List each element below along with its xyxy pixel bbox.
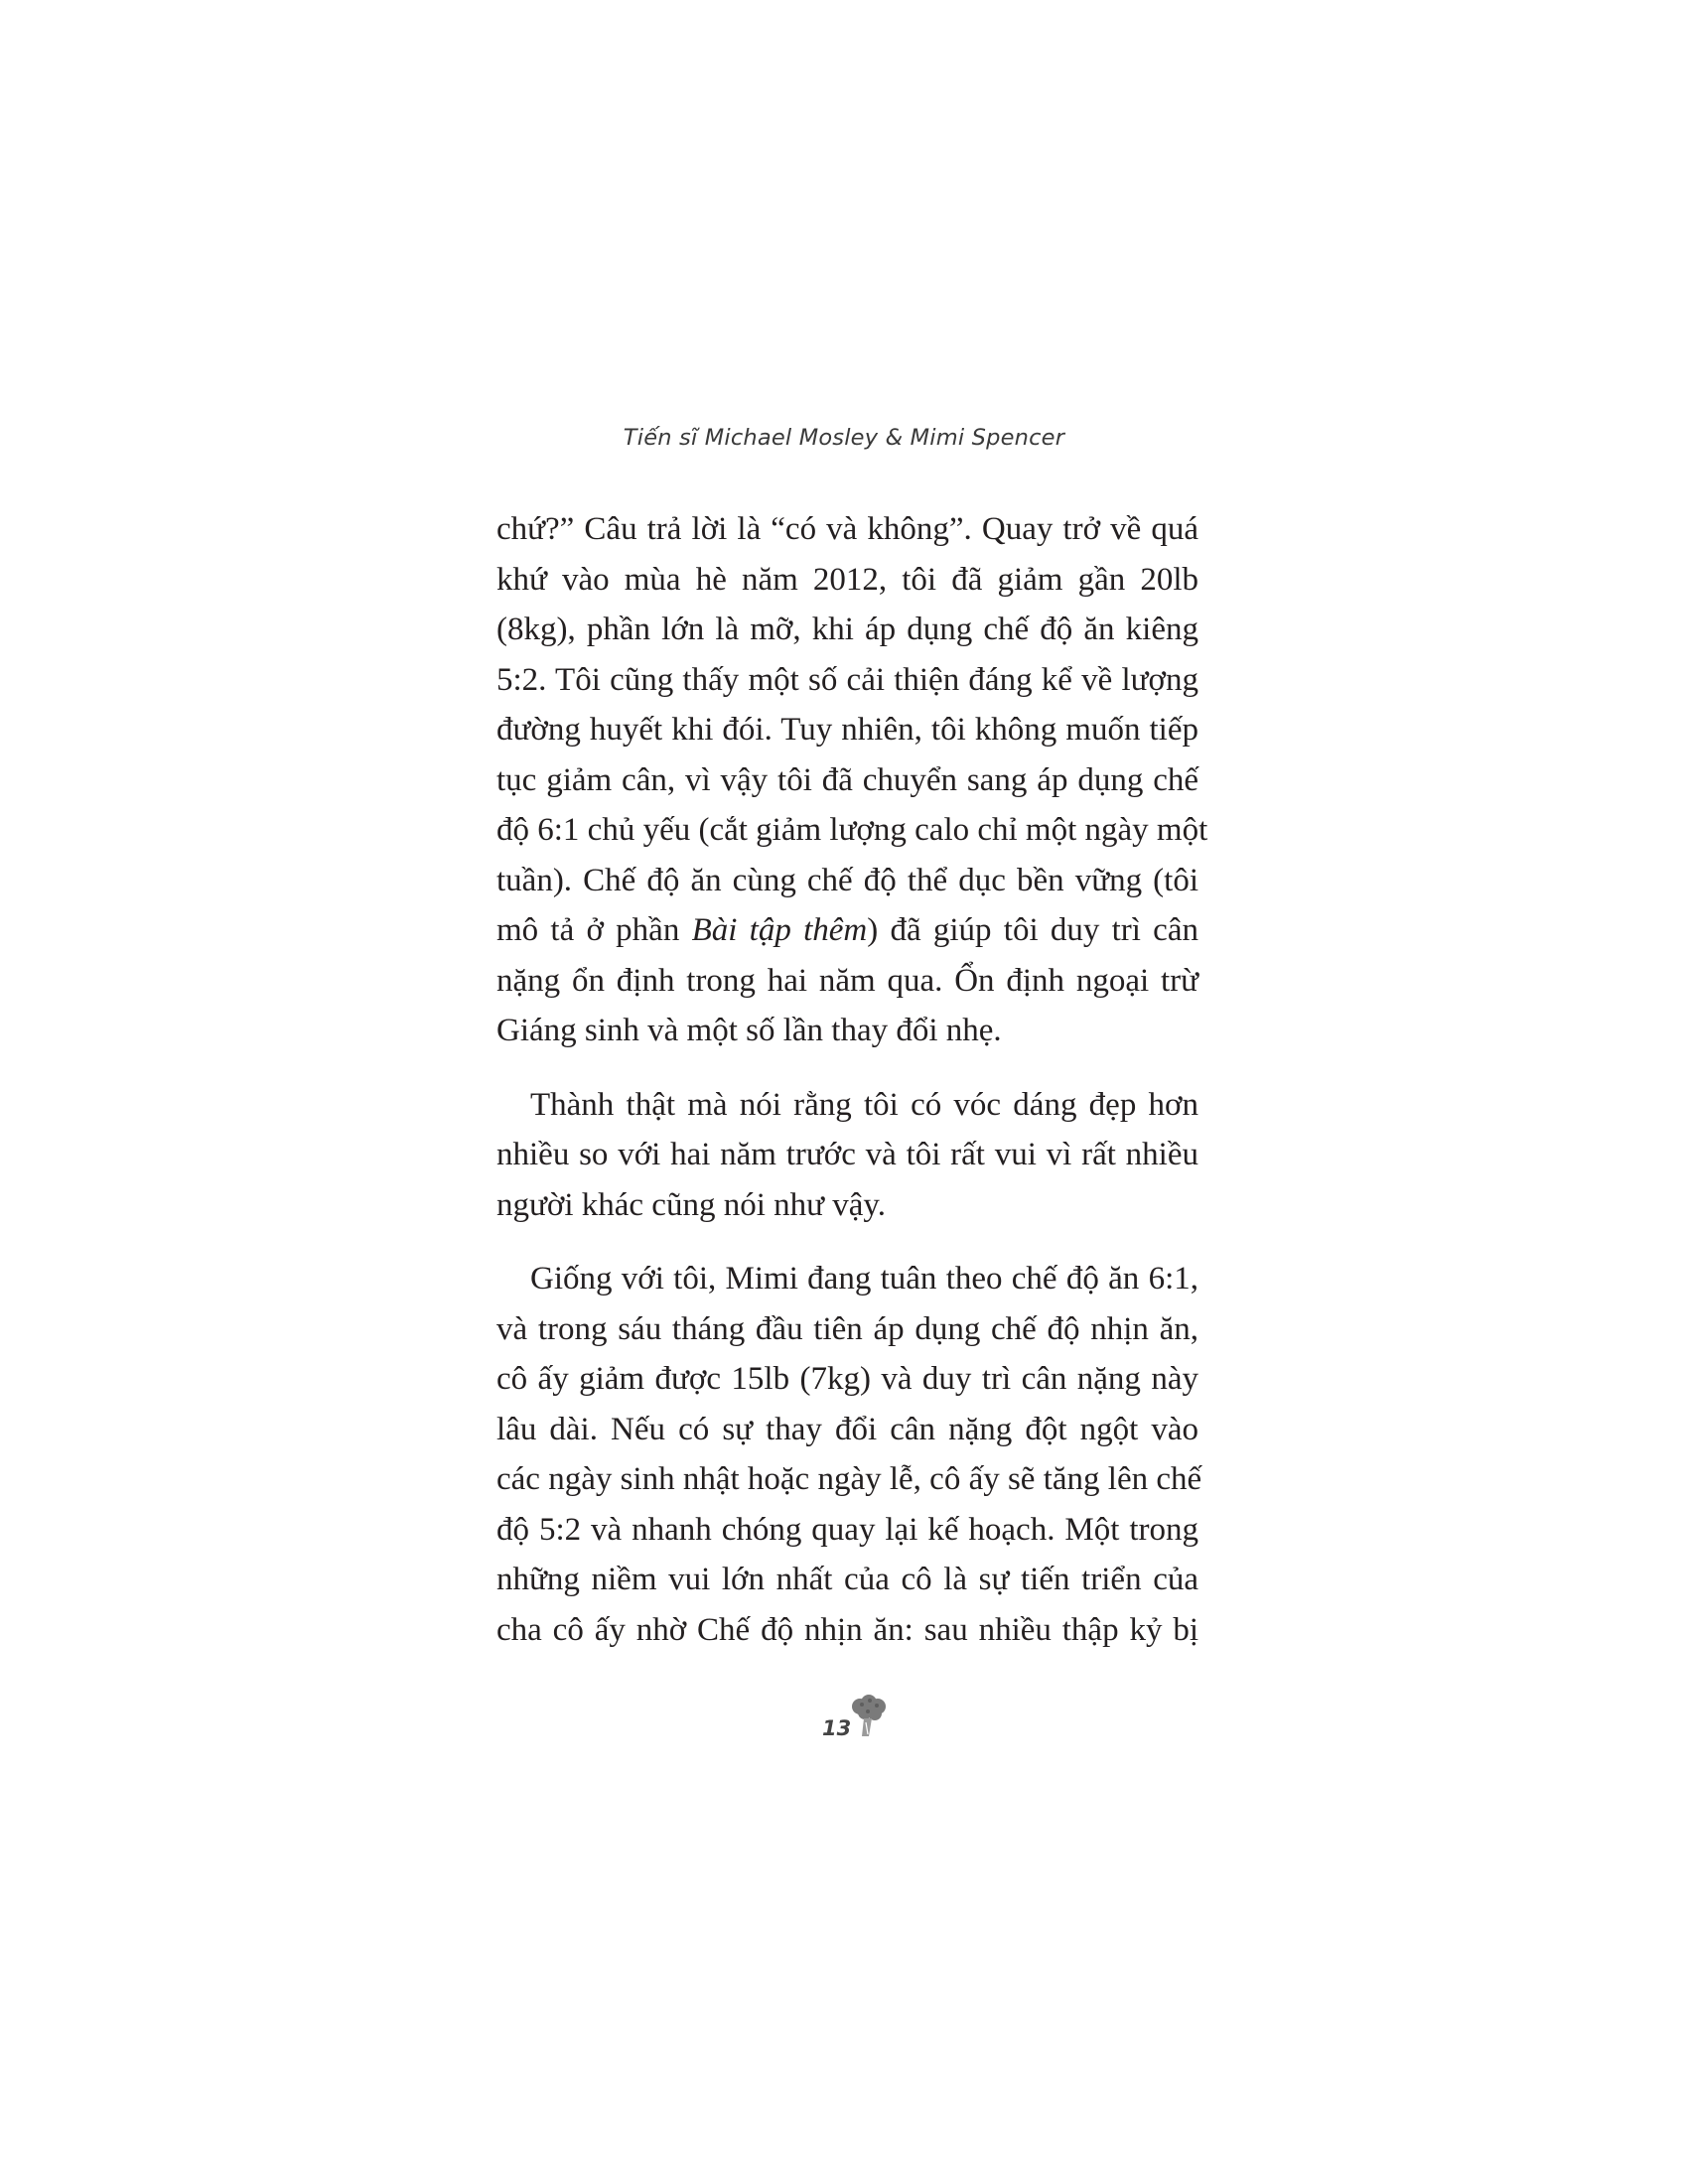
text-line: khứ vào mùa hè năm 2012, tôi đã giảm gần 20lb [496,561,1198,598]
broccoli-icon [850,1695,888,1742]
text-line: và trong sáu tháng đầu tiên áp dụng chế độ nhịn ăn, [496,1310,1198,1347]
text-line: lâu dài. Nếu có sự thay đổi cân nặng đột ngột vào [496,1411,1198,1447]
text-line: độ 6:1 chủ yếu (cắt giảm lượng calo chỉ một ngày một [496,812,1208,848]
text-segment: ) đã giúp tôi duy trì cân [867,912,1198,948]
text-line: 5:2. Tôi cũng thấy một số cải thiện đáng kể về lượng [496,661,1198,698]
text-line: cha cô ấy nhờ Chế độ nhịn ăn: sau nhiều thập kỷ bị [496,1611,1198,1648]
italic-section-title: Bài tập thêm [691,912,868,948]
text-line: nặng ổn định trong hai năm qua. Ổn định ngoại trừ [496,962,1198,999]
text-line: tuần). Chế độ ăn cùng chế độ thể dục bền vững (tôi [496,862,1198,898]
text-line: tục giảm cân, vì vậy tôi đã chuyển sang áp dụng chế [496,761,1198,798]
text-line: Thành thật mà nói rằng tôi có vóc dáng đẹp hơn [530,1086,1198,1123]
text-line: cô ấy giảm được 15lb (7kg) và duy trì cân nặng này [496,1361,1198,1397]
body-text [496,504,1208,1655]
text-segment: mô tả ở phần [496,912,692,948]
text-line: người khác cũng nói như vậy. [496,1186,887,1223]
text-line-with-italic [496,905,1198,956]
text-line: các ngày sinh nhật hoặc ngày lễ, cô ấy sẽ tăng lên chế [496,1461,1202,1497]
paragraph-2 [496,1080,1198,1231]
text-line: những niềm vui lớn nhất của cô là sự tiến triển của [496,1562,1198,1597]
text-line: chứ?” Câu trả lời là “có và không”. Quay trở về quá [496,511,1198,547]
text-line: độ 5:2 và nhanh chóng quay lại kế hoạch. Một trong [496,1511,1198,1548]
page-number: 13 [822,1716,852,1740]
paragraph-1 [496,504,1208,1056]
running-header: Tiến sĩ Michael Mosley & Mimi Spencer [623,425,1065,451]
page-footer [820,1695,890,1754]
text-line: nhiều so với hai năm trước và tôi rất vui vì rất nhiều [496,1137,1198,1172]
text-line: đường huyết khi đói. Tuy nhiên, tôi không muốn tiếp [496,712,1198,748]
paragraph-3 [496,1254,1202,1655]
text-line: (8kg), phần lớn là mỡ, khi áp dụng chế độ ăn kiêng [496,612,1198,647]
text-line: Giống với tôi, Mimi đang tuân theo chế độ ăn 6:1, [530,1261,1198,1297]
text-line: Giáng sinh và một số lần thay đổi nhẹ. [496,1013,1002,1048]
